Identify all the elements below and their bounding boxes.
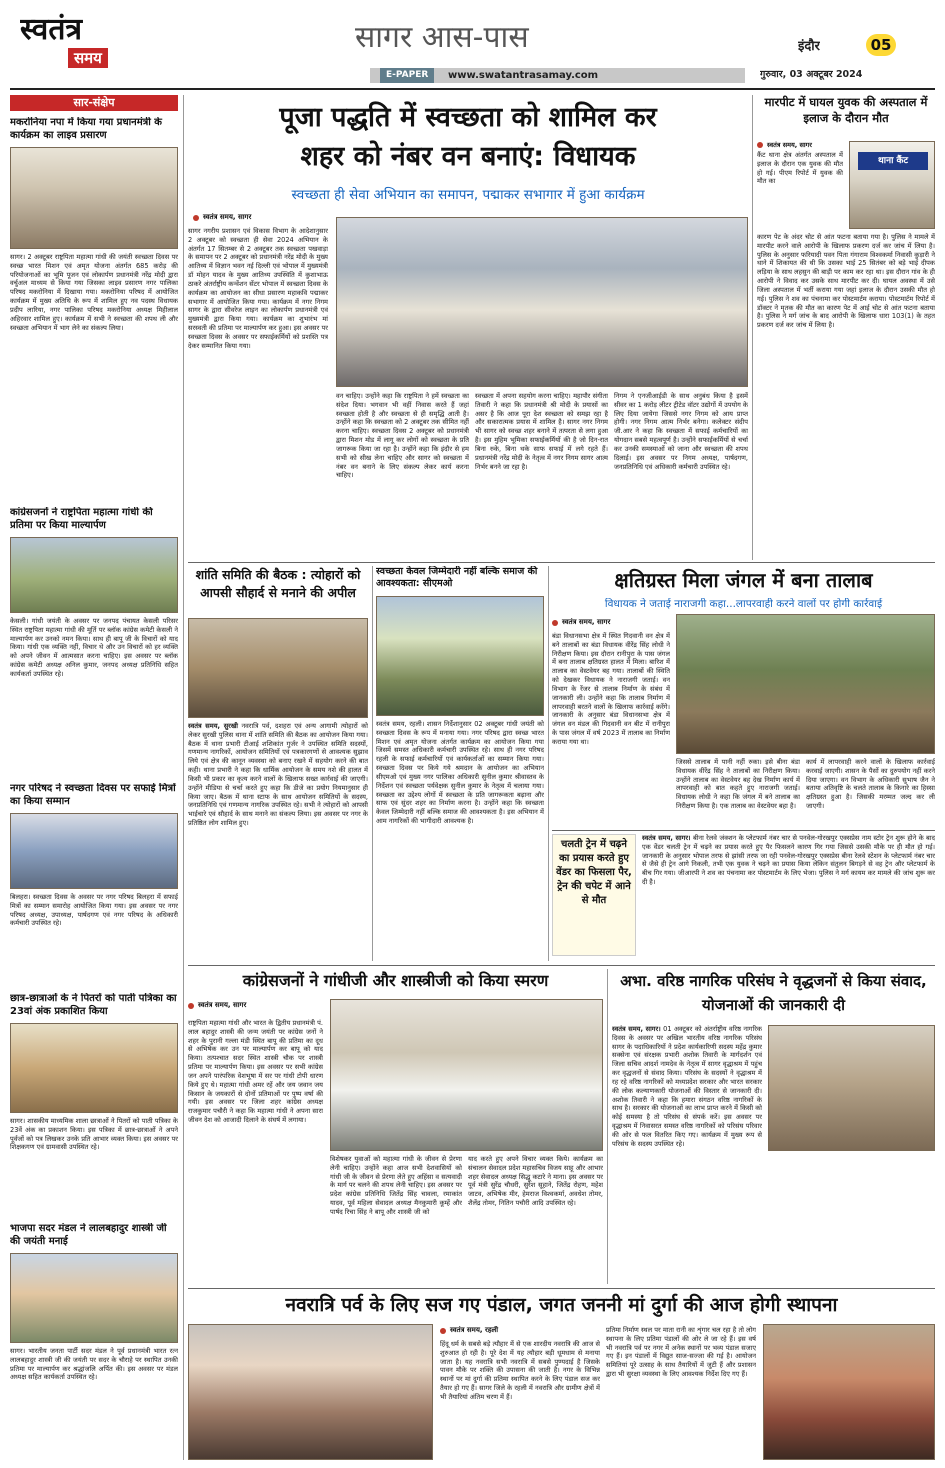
train-body — [642, 834, 935, 961]
lead-col-2: वन चाहिए। उन्होंने कहा कि राष्ट्रपिता ने हमें स्वच्छता का संदेश दिया। भगवान भी वहीं निवास करते हैं जहां स्वच्छता होती है और स्वच्छता से ही समृद्धि आती है। उन्होंने कहा कि स्वच्छता को 2 अक्टूबर तक सीमित नहीं करना चाहिए। स्वच्छता दिवस 2 अक्टूबर को प्रधानमंत्री द्वारा मिशन मोड में लागू कर लोगों को स्वच्छता के प्रति जागरूक किया जा रहा है। उन्होंने कहा कि इंदौर से हम सभी को सीख लेना चाहिए और सागर को स्वच्छता में नंबर वन बनाने के लिए संकल्प लेकर कार्य करना चाहिए। — [336, 392, 469, 480]
row-rule-1 — [188, 562, 935, 563]
page-number: 05 — [866, 34, 896, 56]
senior-text: 01 अक्टूबर को अंतर्राष्ट्रीय वरिष्ठ नागरिक दिवस के अवसर पर अखिल भारतीय वरिष्ठ नागरिक परिसंघ सागर के पदाधिकारियों ने प्रदेश कार्यकारिणी सदस्य महेंद्र कुमार सक्सेना एवं संरक्षक प्रभारी अशोक तिवारी के मार्गदर्शन एवं जिला सचिव आदर्श नामदेव के नेतृत्व में सागर वृद्धाश्रम में पहुंच कर वृद्धजनों से संवाद किया। परिसंघ के सदस्यों ने वृद्धाश्रम में रह रहे वरिष्ठ नागरिकों को मध्यप्रदेश सरकार और भारत सरकार की लोक कल्याणकारी योजनाओं की विस्तार से जानकारी दी। अशोक तिवारी ने कहा कि हमारा संगठन वरिष्ठ नागरिकों के साथ है। सरकार की योजनाओं का लाभ प्राप्त करने में किसी को कोई समस्या है तो परिसंघ से संपर्क करें। इस अवसर पर वृद्धाश्रम में निवासरत समस्त वरिष्ठ नागरिकों को परिसंघ परिवार की ओर से फल वितरित किए गए। कार्यक्रम में मुख्य रूप से परिसंघ के सदस्य उपस्थित रहे। — [612, 1025, 762, 1148]
lead-col-1: सागर नगरीय प्रशासन एवं विकास विभाग के आदेशानुसार 2 अक्टूबर को स्वच्छता ही सेवा 2024 अभियान के अंतर्गत 17 सितम्बर से 2 अक्टूबर तक स्वच्छता पखवाड़ा के समापन पर 2 अक्टूबर को प्रधानमंत्री नरेंद्र मोदी के मुख्य आतिथ्य में विज्ञान भवन नई दिल्ली एवं भोपाल में मुख्यमंत्री डॉ मोहन यादव के मुख्य आतिथ्य उपस्थिति में कुशाभाऊ ठाकरे अंतर्राष्ट्रीय कन्वेंशन सेंटर भोपाल में स्वच्छता दिवस के कार्यक्रम का आयोजन का सीधा प्रसारण महाकवि पद्माकर सभागार में आयोजित किया गया। कार्यक्रम में नगर निगम सागर के द्वारा सीवरेज लाइन का लोकार्पण प्रधानमंत्री एवं मुख्यमंत्री द्वारा किया गया। कार्यक्रम का शुभारंभ मां सरस्वती की प्रतिमा पर माल्यार्पण कर हुआ। इस अवसर पर स्वच्छता दिवस के अवसर पर सफाईकर्मियों को प्रशस्ति पत्र देकर सम्मानित किया गया। — [188, 227, 328, 350]
sidebar-item — [10, 507, 178, 777]
city-label: इंदौर — [798, 39, 820, 54]
sidebar-item-headline: मकरोनिया नपा में किया गया प्रधानमंत्री के कार्यक्रम का लाइव प्रसारण — [10, 117, 162, 141]
sidebar-item — [10, 117, 178, 502]
sidebar-item-body: सागर। भारतीय जनता पार्टी सदर मंडल ने पूर्व प्रधानमंत्री भारत रत्न लालबहादुर शास्त्री जी की जयंती पर सदर के चौराहे पर स्थापित उनकी प्रतिमा पर माल्यार्पण कर श्रद्धांजलि अर्पित की। इस अवसर पर मंडल अध्यक्ष सहित कार्यकर्ता उपस्थित रहे। — [10, 1347, 178, 1382]
senior-story — [612, 969, 935, 1284]
gandhi-col-2: विशेषकर युवाओं को महात्मा गांधी के जीवन से प्रेरणा लेनी चाहिए। उन्होंने कहा आज सभी देशवासियों को गांधी जी के जीवन से प्रेरणा लेते हुए अहिंसा व सत्यवादी के मार्ग पर चलने की शपथ लेनी चाहिए। इस अवसर पर प्रदेश कांग्रेस प्रतिनिधि जितेंद्र सिंह चावला, रमाकांत यादव, पूर्व महिला सेवादल अध्यक्ष मैनकुमारी कूम्हें और पार्षद रिचा सिंह ने बापू और शास्त्री जी को — [330, 1155, 462, 1216]
gandhi-divider — [607, 969, 608, 1284]
sidebar-item — [10, 783, 178, 988]
row-rule-2 — [188, 965, 935, 966]
talab-col-2: जिससे तालाब में पानी नहीं रुका। इसे बीना बंडा विधायक वीरेंद्र सिंह ने तालाबों का निरीक्षण किया। उन्होंने तालाब का वेस्टवेयर बह देख निर्माण कार्य में लापरवाही को बात कहते हुए नाराजगी जताई। विधायक लोधी ने कहा कि जंगल में बने तालाब का निरीक्षण किया है। एक तालाब का वेस्टवेयर बहा है। — [676, 758, 800, 811]
senior-photo — [768, 1025, 935, 1151]
talab-story — [552, 566, 935, 828]
epaper-label: E-PAPER — [380, 68, 434, 83]
shanti-text: नवरात्रि पर्व, दशहरा एवं अन्य आगामी त्योहारों को लेकर सुरखी पुलिस थाना में शांति समिति की बैठक का आयोजन किया गया। बैठक में थाना प्रभारी टीआई शशिकांत गुर्जर ने उपस्थित समिति सदस्यों, गणमान्य नागरिकों, आयोजन समितियों एवं पत्रकारगणों से आवश्यक सुझाव लिये एवं क्षेत्र की कानून व्यवस्था को बनाए रखने में सहयोग करने की बात कही। थाना प्रभारी ने कहा कि धार्मिक आयोजन के समय नशे की हालत में किसी भी प्रकार का कृत्य करने वालों के खिलाफ सख्त कार्रवाई की जाएगी। उन्होंने मीडिया से चर्चा करते हुए कहा कि डीजे का प्रयोग नियमानुसार ही किया जाए। बैठक में थाना स्टाफ के साथ आयोजन समितियों के सदस्य, जनप्रतिनिधि एवं गणमान्य नागरिक उपस्थित रहे। सभी ने त्योहारों को आपसी भाईचारे एवं सौहार्द के साथ मनाने का संकल्प लिया। इस अवसर पर नगर के प्रतिष्ठित लोग शामिल हुए। — [188, 722, 368, 828]
talab-col-3: कार्य में लापरवाही करने वालों के खिलाफ कार्रवाई करवाई जाएगी। शासन के पैसों का दुरुपयोग नहीं करने दिया जाएगा। वन विभाग के अधिकारी सुभाष जैन ने बताया अतिवृष्टि के चलते तालाब के किनारे का हिस्सा क्षतिग्रस्त हुआ है। जिसकी मरम्मत जल्द कर ली जाएगी। — [806, 758, 935, 811]
cmo-divider — [548, 566, 549, 961]
masthead — [0, 0, 945, 90]
lead-col-4: निगम ने एनजीआईडी के साथ अनुबंध किया है इसमें सीवर का 1 करोड़ लीटर ट्रीटेड वॉटर उद्योगों में उपयोग के लिए दिया जायेगा जिससे नगर निगम को आय प्राप्त होगी। नगर निगम आत्म निर्भर बनेगा। कलेक्टर संदीप जी.आर ने कहा कि स्वच्छता में सफाई कर्मचारियों का योगदान सबसे महत्वपूर्ण है। उन्होंने सफाईकर्मियों से चर्चा कर उनकी समस्याओं को जाना और स्वच्छता की शपथ दिलाई। इस अवसर पर निगम अध्यक्ष, पार्षदगण, जनप्रतिनिधि एवं अधिकारी कर्मचारी उपस्थित रहे। — [614, 392, 748, 471]
logo-top-text: स्वतंत्र — [20, 12, 83, 47]
shanti-byline: स्वतंत्र समय, सुरखी — [188, 722, 238, 730]
gandhi-photo — [330, 999, 603, 1151]
navratri-photo-right — [763, 1324, 935, 1460]
train-text: बीना रेलवे जंक्शन के प्लेटफार्म नंबर चार से पनवेल-गोरखपुर एक्सप्रेस नाम स्टोर ट्रेन शुरू होने के बाद एक वेंडर चलती ट्रेन में चढ़ने का प्रयास करते हुए पैर फिसलने कारण गिर गया जिससे उसकी मौके पर ही मौत हो गई। जानकारी के अनुसार भोपाल तरफ से झांसी तरफ जा रही पनवेल-गोरखपुर एक्सप्रेस बीना रेलवे स्टेशन के प्लेटफार्म नंबर चार से जैसे ही ट्रेन आगे निकली, तभी एक युवक ने चढ़ने का प्रयास किया लेकिन संतुलन बिगड़ने से वह ट्रेन और प्लेटफार्म के बीच गिर गया। जीआरपी ने शव का पंचनामा कर पोस्टमार्टम के लिए भेजा। पुलिस ने मर्ग कायम कर मामले की जांच शुरू कर दी है। — [642, 834, 935, 887]
sidebar-item — [10, 993, 178, 1218]
shanti-headline: शांति समिति की बैठक : त्योहारों को आपसी सौहार्द से मनाने की अपील — [195, 567, 361, 600]
gandhi-byline: स्वतंत्र समय, सागर — [188, 1001, 318, 1010]
sidebar-divider — [183, 95, 184, 1460]
sidebar-photo — [10, 1253, 178, 1343]
sidebar-item — [10, 1223, 178, 1460]
right-top-story — [757, 95, 935, 560]
shanti-divider — [372, 566, 373, 961]
sidebar-item-headline: नगर परिषद ने स्वच्छता दिवस पर सफाई मित्रों का किया सम्मान — [10, 783, 176, 807]
logo — [20, 12, 130, 82]
talab-headline: क्षतिग्रस्त मिला जंगल में बना तालाब — [614, 568, 873, 592]
sidebar-photo — [10, 147, 178, 249]
sidebar-photo — [10, 1023, 178, 1113]
talab-subhead: विधायक ने जताई नाराजगी कहा...लापरवाही करने वालों पर होगी कार्रवाई — [604, 598, 883, 610]
navratri-byline: स्वतंत्र समय, रहली — [440, 1326, 600, 1335]
shanti-story — [188, 566, 368, 961]
row-rule-3 — [188, 1288, 935, 1289]
lead-col-3: स्वच्छता में अपना सहयोग करना चाहिए। महापौर संगीता तिवारी ने कहा कि प्रधानमंत्री श्री मोदी के प्रयासों का असर है कि आज पूरा देश स्वच्छता को समझ रहा है और सकारात्मक प्रयास में शामिल है। सागर नगर निगम भी सागर को स्वच्छ शहर बनाने में तत्परता से लगा हुआ है। इस मुहिम भूमिका सफाईकर्मियों की है जो दिन-रात बिना रुके, बिना थके साफ सफाई में लगे रहते हैं। प्रधानमंत्री नरेंद्र मोदी के नेतृत्व में नगर निगम सागर आत्म निर्भर बनने जा रहा है। — [475, 392, 608, 471]
right-top-headline: मारपीट में घायल युवक की अस्पताल में इलाज के दौरान मौत — [764, 95, 928, 125]
talab-rule — [552, 830, 935, 831]
gandhi-col-3: याद करते हुए अपने विचार व्यक्त किये। कार्यक्रम का संचालन सेवादल प्रदेश महासचिव विजय साहू और आभार शहर सेवादल अध्यक्ष सिद्धू कटारे ने माना। इस अवसर पर पूर्व मंत्री सुरेंद्र चौधरी, सुरेश सूहाने, जितेंद्र रोहण, महेश जाटव, अभिषेक मीर, हेमराज विश्वकर्मा, अवधेश तोमर, शैलेंद्र तोमर, नितिन पचौरी आदि उपस्थित रहे। — [468, 1155, 603, 1208]
police-sign: थाना कैंट — [858, 152, 928, 170]
cmo-story — [376, 566, 544, 961]
byline-bullet-icon — [440, 1328, 446, 1334]
sidebar — [10, 95, 178, 1460]
website-link[interactable]: www.swatantrasamay.com — [448, 70, 599, 81]
right-top-lead-text: कैंट थाना क्षेत्र अंतर्गत अस्पताल में इलाज के दौरान एक युवक की मौत हो गई। पीएम रिपोर्ट में युवक की मौत का — [757, 151, 843, 186]
gandhi-story — [188, 969, 603, 1284]
lead-photo — [336, 217, 748, 387]
sidebar-item-headline: कांग्रेसजनों ने राष्ट्रपिता महात्मा गांधी की प्रतिमा पर किया माल्यार्पण — [10, 507, 153, 531]
right-top-body: कारण पेट के अंदर चोट से आंत फटना बताया गया है। पुलिस ने मामले में मारपीट करने वाले आरोपी के खिलाफ प्रकरण दर्ज कर जांच में लिया है। पुलिस के अनुसार फरियादी पवन पिता गंगाराम विश्वकर्मा निवासी कुड़ारी ने थाने में शिकायत की थी कि उसका भाई 25 सितंबर को बड़े भाई दीपक लड़िया के साथ लहसुन की बाड़ी पर काम कर रहा था। इस दौरान गांव के ही आरोपी ने विवाद कर उसके साथ मारपीट कर दी। घायल अवस्था में उसे जिला अस्पताल में भर्ती कराया गया जहां इलाज के दौरान उसकी मौत हो गई। पुलिस ने शव का पंचनामा कर पोस्टमार्टम कराया। पोस्टमार्टम रिपोर्ट में डॉक्टर ने मृतक की मौत का कारण पेट में आई चोट से आंत फटना बताया है। पुलिस ने मर्ग जांच के बाद आरोपी के खिलाफ धारा 103(1) के तहत प्रकरण दर्ज कर जांच में लिया है। — [757, 233, 935, 330]
senior-body — [612, 1025, 762, 1281]
lead-subhead: स्वच्छता ही सेवा अभियान का समापन, पद्माकर सभागार में हुआ कार्यक्रम — [291, 187, 645, 203]
senior-byline: स्वतंत्र समय, सागर। — [612, 1025, 661, 1033]
masthead-rule — [10, 88, 935, 90]
lead-headline-line2: शहर को नंबर वन बनाएं: विधायक — [300, 141, 636, 172]
sidebar-item-body: सागर। 2 अक्टूबर राष्ट्रपिता महात्मा गांधी की जयंती स्वच्छता दिवस पर स्वच्छ भारत मिशन एवं अमृत योजना अंतर्गत 685 करोड़ की परियोजनाओं का भूमि पूजन एवं लोकार्पण प्रधानमंत्री नरेंद्र मोदी द्वारा वर्चुअल माध्यम से किया गया जिसका लाइव प्रसारण नगर पालिका परिषद मकरोनिया में दिखाया गया। मकरोनिया परिषद में आयोजित कार्यक्रम में मुख्य अतिथि के रूप में शामिल हुए नव पदस्थ विधायक प्रदीप लारिया, नगर पालिका परिषद मकरोनिया अध्यक्ष मिहीलाल अहिरवार शामिल हुए। कार्यक्रम में सभी ने स्वच्छता की शपथ ली और स्वच्छता अभियान में भाग लेने का संकल्प लिया। — [10, 253, 178, 332]
talab-col-1: बंडा विधानसभा क्षेत्र में स्थित गिदवानी वन क्षेत्र में बने तालाबों का बंडा विधायक वीरेंद्र सिंह लोधी ने निरीक्षण किया। इस दौरान रानीपुरा के पास जंगल में बना तालाब क्षतिग्रस्त हालत में मिला। बारिश में तालाब का वेस्टवेयर बह गया। तालाबों की स्थिति को देखकर विधायक ने नाराजगी जताई। वन विभाग के रेंजर से तालाब निर्माण के संबंध में जानकारी ली। उन्होंने कहा कि तालाब निर्माण में लापरवाही बरतने वालों के खिलाफ कार्रवाई करेंगे। जानकारी के अनुसार बंडा विधानसभा क्षेत्र में जंगल वन मंडल की गिदवानी वन बीट में रानीपुरा के पास जंगल में वर्ष 2023 में तालाब का निर्माण कराया गया था। — [552, 632, 670, 746]
train-story — [552, 834, 935, 961]
issue-date: गुरुवार, 03 अक्टूबर 2024 — [760, 69, 863, 80]
lead-byline: स्वतंत्र समय, सागर — [193, 213, 393, 222]
navratri-photo-left — [188, 1324, 433, 1460]
shanti-body — [188, 722, 368, 958]
shanti-photo — [188, 618, 368, 718]
sidebar-item-headline: भाजपा सदर मंडल ने लालबहादुर शास्त्री जी की जयंती मनाई — [10, 1223, 167, 1247]
sidebar-photo — [10, 537, 178, 613]
navratri-col-1: हिंदू धर्म के सबसे बड़े त्यौहार में से एक शारदीय नवरात्रि की आज से शुरुआत हो रही है। पूरे देश में यह त्यौहार बड़ी धूमधाम से मनाया जाता है। यह नवरात्रि सभी नवरात्रि में सबसे पुण्यदाई है जिसके पावन मौके पर शक्ति की उपासना की जाती है। नगर के विभिन्न स्थानों पर मां दुर्गा की प्रतिमा स्थापित करने के लिए पंडाल सज कर तैयार हो गए हैं। सागर जिले के रहली में नवरात्रि और ग्रामीण क्षेत्रों में भी तैयारियां अंतिम चरण में हैं। — [440, 1340, 600, 1401]
lead-headline-line1: पूजा पद्धति में स्वच्छता को शामिल कर — [279, 102, 657, 133]
right-top-byline: स्वतंत्र समय, सागर — [757, 141, 847, 150]
train-byline: स्वतंत्र समय, सागर। — [642, 834, 691, 842]
byline-bullet-icon — [757, 142, 763, 148]
navratri-headline: नवरात्रि पर्व के लिए सज गए पंडाल, जगत जननी मां दुर्गा की आज होगी स्थापना — [285, 1294, 838, 1316]
section-title: सागर आस-पास — [355, 20, 529, 55]
sidebar-section-label: सार-संक्षेप — [10, 95, 178, 111]
police-station-photo — [849, 141, 935, 229]
cmo-body: स्वतंत्र समय, रहली। शासन निर्देशानुसार 02 अक्टूबर गांधी जयंती को स्वच्छता दिवस के रूप में मनाया गया। नगर परिषद द्वारा स्वच्छ भारत मिशन एवं अमृत योजना अंतर्गत कार्यक्रम का आयोजन किया गया जिसमें समस्त अधिकारी कर्मचारी उपस्थित रहे। साथ ही नगर परिषद रहली के सफाई कर्मचारियों एवं कार्यकर्ताओं का सम्मान किया गया। स्वच्छता दिवस पर किये गये श्रमदान के आयोजन का अभियान सीएमओ एवं मुख्य नगर पालिका अधिकारी सुनील कुमार श्रीवास्तव के निर्देशन एवं स्वच्छता पर्यवेक्षक सुनील कुमार के नेतृत्व में चलाया गया। स्वच्छता का उद्देश्य लोगों में स्वच्छता के प्रति जागरूकता बढ़ाना और साफ एवं सुंदर शहर का निर्माण करना है। उन्होंने कहा कि स्वच्छता केवल जिम्मेदारी नहीं बल्कि समाज की आवश्यकता है। इस अभियान में आम नागरिकों की भागीदारी आवश्यक है। — [376, 720, 544, 826]
sidebar-item-headline: छात्र-छात्राओं के ने पितरों को पाती पत्रिका का 23वां अंक प्रकाशित किया — [10, 993, 177, 1017]
byline-bullet-icon — [193, 215, 199, 221]
lead-story — [188, 95, 748, 560]
train-title-box: चलती ट्रेन में चढ़ने का प्रयास करते हुए वेंडर का फिसला पैर, ट्रेन की चपेट में आने से मौत — [552, 834, 636, 956]
logo-bottom-text: समय — [68, 48, 108, 68]
talab-photo — [676, 614, 935, 754]
navratri-col-2: प्रतिमा निर्माण स्थल पर माता रानी का शृंगार चल रहा है तो लोग स्थापना के लिए प्रतिमा पंडालों की ओर ले जा रहे हैं। इस वर्ष भी नवरात्रि पर्व पर नगर में अनेक स्थानों पर भव्य पंडाल सजाए गए हैं। इन पंडालों में विद्युत साज-सज्जा की गई है। आयोजन समितियां पूरे उत्साह के साथ तैयारियों में जुटी हैं और प्रशासन द्वारा भी सुरक्षा व्यवस्था के लिए आवश्यक निर्देश दिए गए हैं। — [606, 1326, 756, 1379]
byline-bullet-icon — [552, 620, 558, 626]
lead-divider — [752, 95, 753, 560]
navratri-story — [188, 1292, 935, 1460]
sidebar-item-body: सागर। शासकीय माध्यमिक शाला छात्राओं ने पितरों को पाती पत्रिका के 23वें अंक का प्रकाशन किया। इस पत्रिका में छात्र-छात्राओं ने अपने पूर्वजों को पत्र लिखकर उनके प्रति आभार व्यक्त किया। इस अवसर पर शिक्षकगण एवं ग्रामवासी उपस्थित रहे। — [10, 1117, 178, 1152]
sidebar-photo — [10, 813, 178, 889]
sidebar-item-body: बिलहरा। स्वच्छता दिवस के अवसर पर नगर परिषद बिलहरा में सफाई मित्रों का सम्मान समारोह आयोजित किया गया। इस अवसर पर नगर परिषद अध्यक्ष, उपाध्यक्ष, पार्षदगण एवं नगर परिषद के अधिकारी कर्मचारी उपस्थित रहे। — [10, 893, 178, 928]
cmo-photo — [376, 596, 544, 716]
cmo-headline: स्वच्छता केवल जिम्मेदारी नहीं बल्कि समाज की आवश्यकता: सीएमओ — [376, 566, 538, 590]
gandhi-headline: कांग्रेसजनों ने गांधीजी और शास्त्रीजी को किया स्मरण — [242, 971, 549, 990]
talab-byline: स्वतंत्र समय, सागर — [552, 618, 682, 627]
senior-headline: अभा. वरिष्ठ नागरिक परिसंघ ने वृद्धजनों से किया संवाद, योजनाओं की जानकारी दी — [620, 972, 927, 1014]
gandhi-col-1: राष्ट्रपिता महात्मा गांधी और भारत के द्वितीय प्रधानमंत्री पं. लाल बहादुर शास्त्री की जन्म जयंती पर कांग्रेस जनों ने शहर के पुरानी गल्ला मंडी स्थित बापू की प्रतिमा का दूध से अभिषेक कर उन पर माल्यार्पण कर बापू को याद किया। तत्पश्चात सदर स्थित शास्त्री चौक पर शास्त्री प्रतिमा पर माल्यार्पण किया। इस अवसर पर सभी कांग्रेस जन अपने पारंपरिक वेशभूषा में सर पर गांधी टोपी धारण किये हुए थे। महात्मा गांधी अमर रहें और जय जवान जय किसान के जयकारों से दोनों प्रतिमाओं पर पुष्प वर्षा की गयी। इस अवसर पर जिला शहर कांग्रेस अध्यक्ष राजकुमार पचौरी ने कहा कि महात्मा गांधी ने अपना सारा जीवन देश को आजादी दिलाने के संघर्ष में लगाया। — [188, 1019, 323, 1125]
sidebar-item-body: केसली। गांधी जयंती के अवसर पर जनपद पंचायत केसली परिसर स्थित राष्ट्रपिता महात्मा गांधी की मूर्ति पर ब्लॉक कांग्रेस कमेटी केसली ने माल्यार्पण कर उनको नमन किया। साथ ही बापू जी के विचारों को याद किया। गांधी एक व्यक्ति नहीं, विचार थे और उन विचारों को हर व्यक्ति को अपने जीवन में आत्मसात करना चाहिए। इस अवसर पर ब्लॉक कांग्रेस कमेटी अध्यक्ष अनिल कुमार, जनपद अध्यक्ष प्रतिनिधि सहित कार्यकर्ता उपस्थित रहे। — [10, 617, 178, 678]
byline-bullet-icon — [188, 1003, 194, 1009]
